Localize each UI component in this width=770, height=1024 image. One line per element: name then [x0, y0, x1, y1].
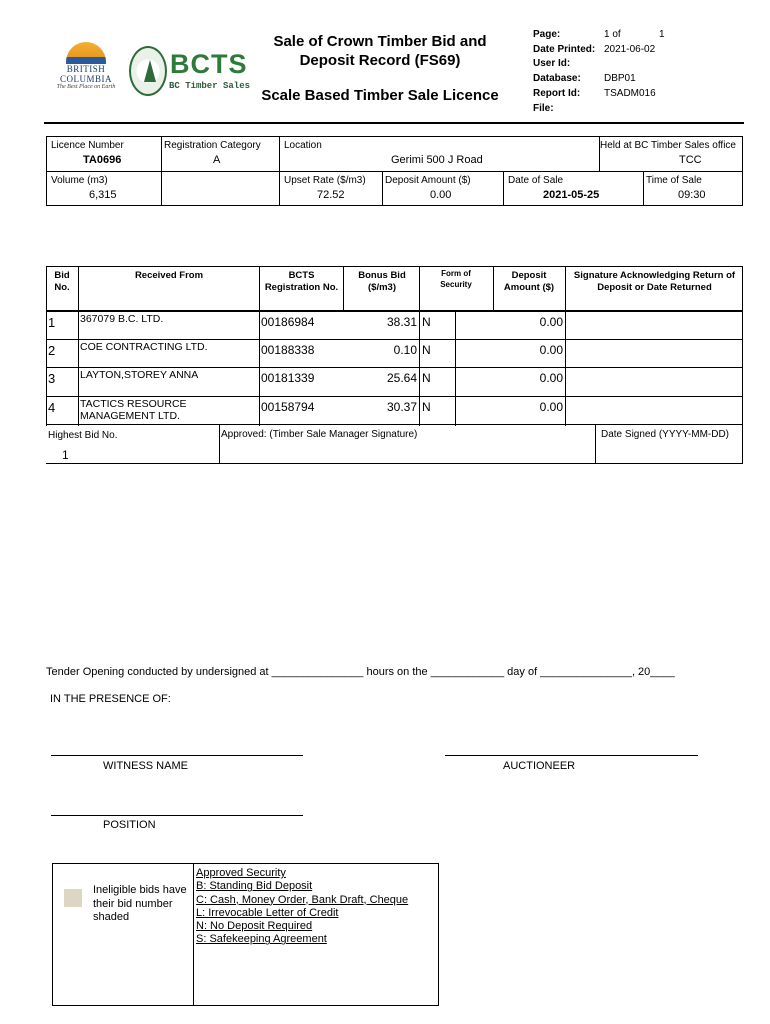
bcts-registration-no: 00181339 [261, 371, 315, 385]
bidder-name: TACTICS RESOURCE MANAGEMENT LTD. [80, 398, 187, 422]
volume-label: Volume (m3) [51, 175, 108, 186]
page-label: Page: [533, 29, 561, 40]
deposit-amount-label: Deposit Amount ($) [385, 175, 471, 186]
col-bid-no: Bid No. [54, 270, 70, 293]
bcts-registration-no: 00158794 [261, 400, 315, 414]
approved-signature-label: Approved: (Timber Sale Manager Signature) [221, 429, 418, 440]
table-row [46, 312, 743, 339]
licence-info-table [46, 136, 743, 206]
deposit-amount: 0.00 [539, 343, 563, 357]
upset-rate-value: 72.52 [317, 189, 345, 201]
report-id-value: TSADM016 [604, 88, 656, 99]
position-signature-line [51, 815, 303, 816]
registration-category-label: Registration Category [164, 140, 261, 151]
database-label: Database: [533, 73, 581, 84]
file-label: File: [533, 103, 554, 114]
table-row [46, 368, 743, 396]
bid-number: 3 [48, 371, 56, 386]
subtitle: Scale Based Timber Sale Licence [261, 87, 499, 104]
bcts-registration-no: 00186984 [261, 315, 315, 329]
bcts-registration-no: 00188338 [261, 343, 315, 357]
highest-bid-label: Highest Bid No. [48, 430, 118, 441]
col-received-from: Received From [134, 270, 204, 281]
security-legend [196, 867, 408, 947]
deposit-amount-value: 0.00 [430, 189, 452, 201]
form-of-security: N [422, 315, 431, 329]
user-id-label: User Id: [533, 58, 571, 69]
position-label: POSITION [103, 819, 156, 831]
col-form-of-security: Form of Security [440, 269, 472, 289]
bc-government-logo [50, 42, 122, 102]
bid-number: 1 [48, 315, 56, 330]
held-at-label: Held at BC Timber Sales office [600, 140, 736, 151]
bcts-logo: BCTS [170, 49, 248, 79]
date-printed-value: 2021-06-02 [604, 44, 656, 55]
bidder-name: LAYTON,STOREY ANNA [80, 369, 199, 381]
legend-item: B: Standing Bid Deposit [196, 880, 313, 893]
bid-number: 2 [48, 343, 56, 358]
held-at-value: TCC [679, 154, 702, 166]
witness-signature-line [51, 755, 303, 756]
table-row [46, 340, 743, 367]
shade-note: Ineligible bids have their bid number shaded [93, 884, 187, 923]
form-of-security: N [422, 371, 431, 385]
col-bonus-bid: Bonus Bid ($/m3) [358, 270, 406, 293]
bid-number: 4 [48, 400, 56, 415]
deposit-amount: 0.00 [539, 315, 563, 329]
auctioneer-label: AUCTIONEER [503, 760, 576, 772]
page-total: 1 [659, 29, 665, 40]
form-of-security: N [422, 343, 431, 357]
bids-table [46, 266, 743, 465]
sun-icon [66, 42, 106, 64]
auctioneer-signature-line [445, 755, 698, 756]
legend-item: S: Safekeeping Agreement [196, 933, 327, 946]
database-value: DBP01 [604, 73, 636, 84]
forest-seal-icon [129, 46, 167, 96]
bidder-name: 367079 B.C. LTD. [80, 313, 164, 325]
bcts-logo-subtitle: BC Timber Sales [169, 81, 251, 91]
legend-box [52, 863, 439, 1006]
legend-item: Approved Security [196, 867, 286, 879]
licence-number-value: TA0696 [83, 154, 122, 166]
bc-logo-line1: BRITISH [66, 64, 106, 74]
tender-opening-text: Tender Opening conducted by undersigned at _______________ hours on the ____________ day of _______________, 20____ [46, 666, 675, 678]
col-bcts-registration: BCTS Registration No. [264, 270, 339, 293]
col-deposit-amount: Deposit Amount ($) [503, 270, 555, 293]
bonus-bid: 38.31 [386, 315, 417, 329]
volume-value: 6,315 [89, 189, 117, 201]
shaded-swatch [64, 889, 82, 907]
legend-item: N: No Deposit Required [196, 920, 313, 933]
licence-number-label: Licence Number [51, 140, 124, 151]
date-signed-label: Date Signed (YYYY-MM-DD) [601, 429, 730, 440]
bidder-name: COE CONTRACTING LTD. [80, 341, 208, 353]
page-value: 1 of [604, 29, 621, 40]
legend-item: L: Irrevocable Letter of Credit [196, 906, 339, 919]
date-printed-label: Date Printed: [533, 44, 596, 55]
registration-category-value: A [213, 154, 221, 166]
date-of-sale-label: Date of Sale [508, 175, 564, 186]
presence-label: IN THE PRESENCE OF: [50, 693, 171, 705]
form-of-security: N [422, 400, 431, 414]
bc-logo-tagline: The Best Place on Earth [56, 84, 116, 90]
title-line2: Deposit Record (FS69) [299, 52, 461, 69]
bonus-bid: 0.10 [393, 343, 417, 357]
upset-rate-label: Upset Rate ($/m3) [284, 175, 366, 186]
title-line1: Sale of Crown Timber Bid and [273, 33, 487, 50]
table-row [46, 397, 743, 424]
header-divider [44, 122, 744, 124]
time-of-sale-value: 09:30 [678, 189, 706, 201]
bc-logo-line2: COLUMBIA [59, 74, 112, 84]
bonus-bid: 25.64 [386, 371, 417, 385]
time-of-sale-label: Time of Sale [646, 175, 702, 186]
report-id-label: Report Id: [533, 88, 581, 99]
location-value: Gerimi 500 J Road [391, 154, 483, 166]
highest-bid-value: 1 [62, 448, 69, 462]
deposit-amount: 0.00 [539, 400, 563, 414]
date-of-sale-value: 2021-05-25 [543, 189, 600, 201]
location-label: Location [284, 140, 322, 151]
deposit-amount: 0.00 [539, 371, 563, 385]
witness-name-label: WITNESS NAME [103, 760, 188, 772]
legend-item: C: Cash, Money Order, Bank Draft, Cheque [196, 893, 409, 906]
col-signature: Signature Acknowledging Return of Deposit or Date Returned [573, 270, 736, 293]
bonus-bid: 30.37 [386, 400, 417, 414]
